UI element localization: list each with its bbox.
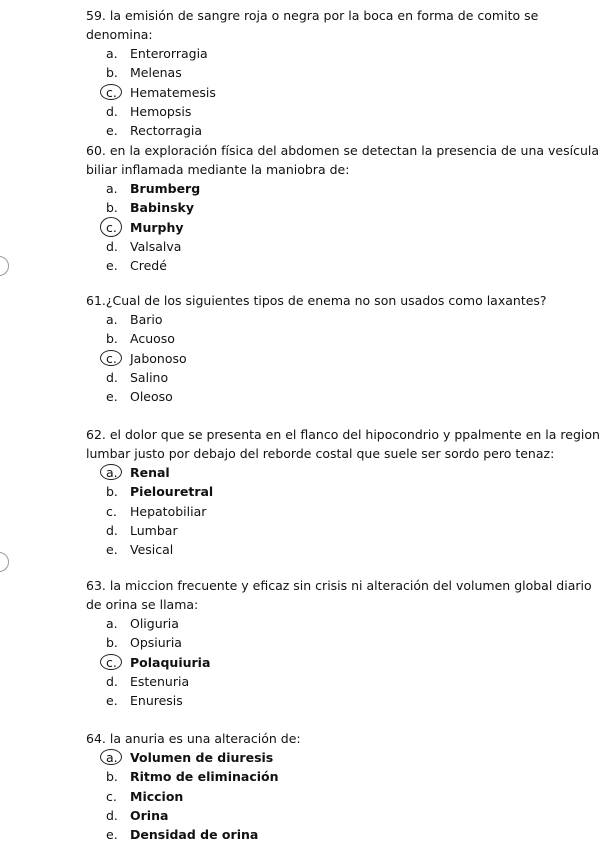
option-letter: d. (106, 238, 118, 254)
option-letter: b. (106, 635, 118, 651)
option-letter: d. (106, 103, 118, 119)
option-letter: d. (106, 673, 118, 689)
option-text: Acuoso (130, 331, 175, 347)
option-letter: e. (106, 542, 118, 558)
option-text: Orina (130, 807, 169, 823)
option-e[interactable] (106, 256, 601, 275)
option-text: Renal (130, 465, 170, 480)
option-d[interactable] (106, 521, 601, 540)
answer-circle-mark (100, 749, 122, 765)
option-letter: a. (106, 46, 118, 61)
option-text: Ritmo de eliminación (130, 769, 279, 785)
answer-circle-mark (100, 217, 122, 237)
option-a[interactable] (106, 463, 601, 482)
question-text: 61.¿Cual de los siguientes tipos de enema no son usados como laxantes? (86, 293, 547, 308)
option-letter: c. (106, 788, 117, 804)
answer-circle-mark (100, 350, 122, 366)
question-60 (86, 141, 601, 275)
option-text: Babinsky (130, 200, 194, 216)
option-text: Hepatobiliar (130, 503, 207, 519)
question-64 (86, 729, 601, 844)
question-59 (86, 6, 601, 140)
binder-hole-mark (0, 256, 9, 276)
option-letter: d. (106, 807, 118, 823)
question-text: 62. el dolor que se presenta en el flanco del hipocondrio y ppalmente en la region lumbar justo por debajo del reborde costal que suele ser sordo pero tenaz: (86, 427, 600, 461)
option-b[interactable] (106, 633, 601, 652)
option-letter: e. (106, 693, 118, 709)
option-letter: b. (106, 769, 118, 785)
option-letter: c. (106, 349, 130, 368)
option-a[interactable] (106, 748, 601, 767)
option-a[interactable] (106, 614, 601, 633)
question-63 (86, 576, 601, 710)
option-d[interactable] (106, 368, 601, 387)
option-a[interactable] (106, 310, 601, 329)
option-list (86, 748, 601, 844)
option-text: Estenuria (130, 673, 190, 689)
option-letter: d. (106, 522, 118, 538)
option-text: Brumberg (130, 181, 201, 196)
option-text: Miccion (130, 788, 184, 804)
option-text: Bario (130, 312, 163, 327)
question-text: 60. en la exploración física del abdomen se detectan la presencia de una vesícula biliar inflamada mediante la maniobra de: (86, 143, 600, 177)
option-letter: c. (106, 83, 130, 102)
option-text: Rectorragia (130, 123, 203, 139)
option-b[interactable] (106, 198, 601, 217)
option-letter: b. (106, 484, 118, 500)
option-letter: d. (106, 369, 118, 385)
option-letter: c. (106, 653, 130, 672)
option-letter: c. (106, 218, 130, 237)
answer-circle-mark (100, 654, 122, 670)
option-text: Salino (130, 369, 169, 385)
option-text: Enterorragia (130, 46, 208, 61)
option-c[interactable] (106, 83, 601, 102)
option-letter: a. (106, 463, 130, 482)
option-text: Vesical (130, 542, 174, 558)
question-text: 59. la emisión de sangre roja o negra por la boca en forma de comito se denomina: (86, 8, 539, 42)
option-list (86, 614, 601, 710)
option-e[interactable] (106, 825, 601, 844)
option-c[interactable] (106, 653, 601, 672)
option-a[interactable] (106, 179, 601, 198)
option-d[interactable] (106, 672, 601, 691)
option-text: Pielouretral (130, 484, 214, 500)
question-61 (86, 291, 601, 406)
option-e[interactable] (106, 540, 601, 559)
answer-circle-mark (100, 464, 122, 480)
option-letter: a. (106, 616, 118, 631)
option-letter: c. (106, 503, 117, 519)
option-list (86, 179, 601, 275)
option-text: Jabonoso (130, 350, 187, 366)
option-text: Oleoso (130, 389, 173, 405)
option-b[interactable] (106, 329, 601, 348)
question-text: 64. la anuria es una alteración de: (86, 731, 301, 746)
option-text: Credé (130, 258, 167, 274)
option-letter: a. (106, 748, 130, 767)
answer-circle-mark (100, 84, 122, 100)
option-c[interactable] (106, 349, 601, 368)
option-text: Polaquiuria (130, 654, 211, 670)
question-text: 63. la miccion frecuente y eficaz sin crisis ni alteración del volumen global diario de orina se llama: (86, 578, 592, 612)
option-letter: e. (106, 123, 118, 139)
option-e[interactable] (106, 387, 601, 406)
option-c[interactable] (106, 218, 601, 237)
option-text: Hematemesis (130, 84, 216, 100)
option-text: Valsalva (130, 238, 182, 254)
option-letter: b. (106, 331, 118, 347)
option-letter: a. (106, 181, 118, 196)
option-letter: e. (106, 258, 118, 274)
option-a[interactable] (106, 44, 601, 63)
option-text: Melenas (130, 65, 182, 81)
option-letter: e. (106, 389, 118, 405)
option-list (86, 463, 601, 559)
option-c[interactable] (106, 502, 601, 521)
option-e[interactable] (106, 121, 601, 140)
option-letter: a. (106, 312, 118, 327)
option-text: Murphy (130, 219, 184, 235)
binder-hole-mark (0, 552, 9, 572)
option-letter: b. (106, 65, 118, 81)
option-text: Hemopsis (130, 103, 192, 119)
option-text: Densidad de orina (130, 827, 259, 843)
option-text: Opsiuria (130, 635, 182, 651)
option-b[interactable] (106, 767, 601, 786)
option-text: Lumbar (130, 522, 178, 538)
question-62 (86, 425, 601, 559)
option-c[interactable] (106, 787, 601, 806)
option-b[interactable] (106, 63, 601, 82)
option-text: Enuresis (130, 693, 183, 709)
option-e[interactable] (106, 691, 601, 710)
option-d[interactable] (106, 237, 601, 256)
option-d[interactable] (106, 806, 601, 825)
option-text: Oliguria (130, 616, 179, 631)
option-b[interactable] (106, 482, 601, 501)
option-letter: e. (106, 827, 118, 843)
option-list (86, 44, 601, 140)
option-text: Volumen de diuresis (130, 750, 274, 765)
option-letter: b. (106, 200, 118, 216)
option-list (86, 310, 601, 406)
option-d[interactable] (106, 102, 601, 121)
